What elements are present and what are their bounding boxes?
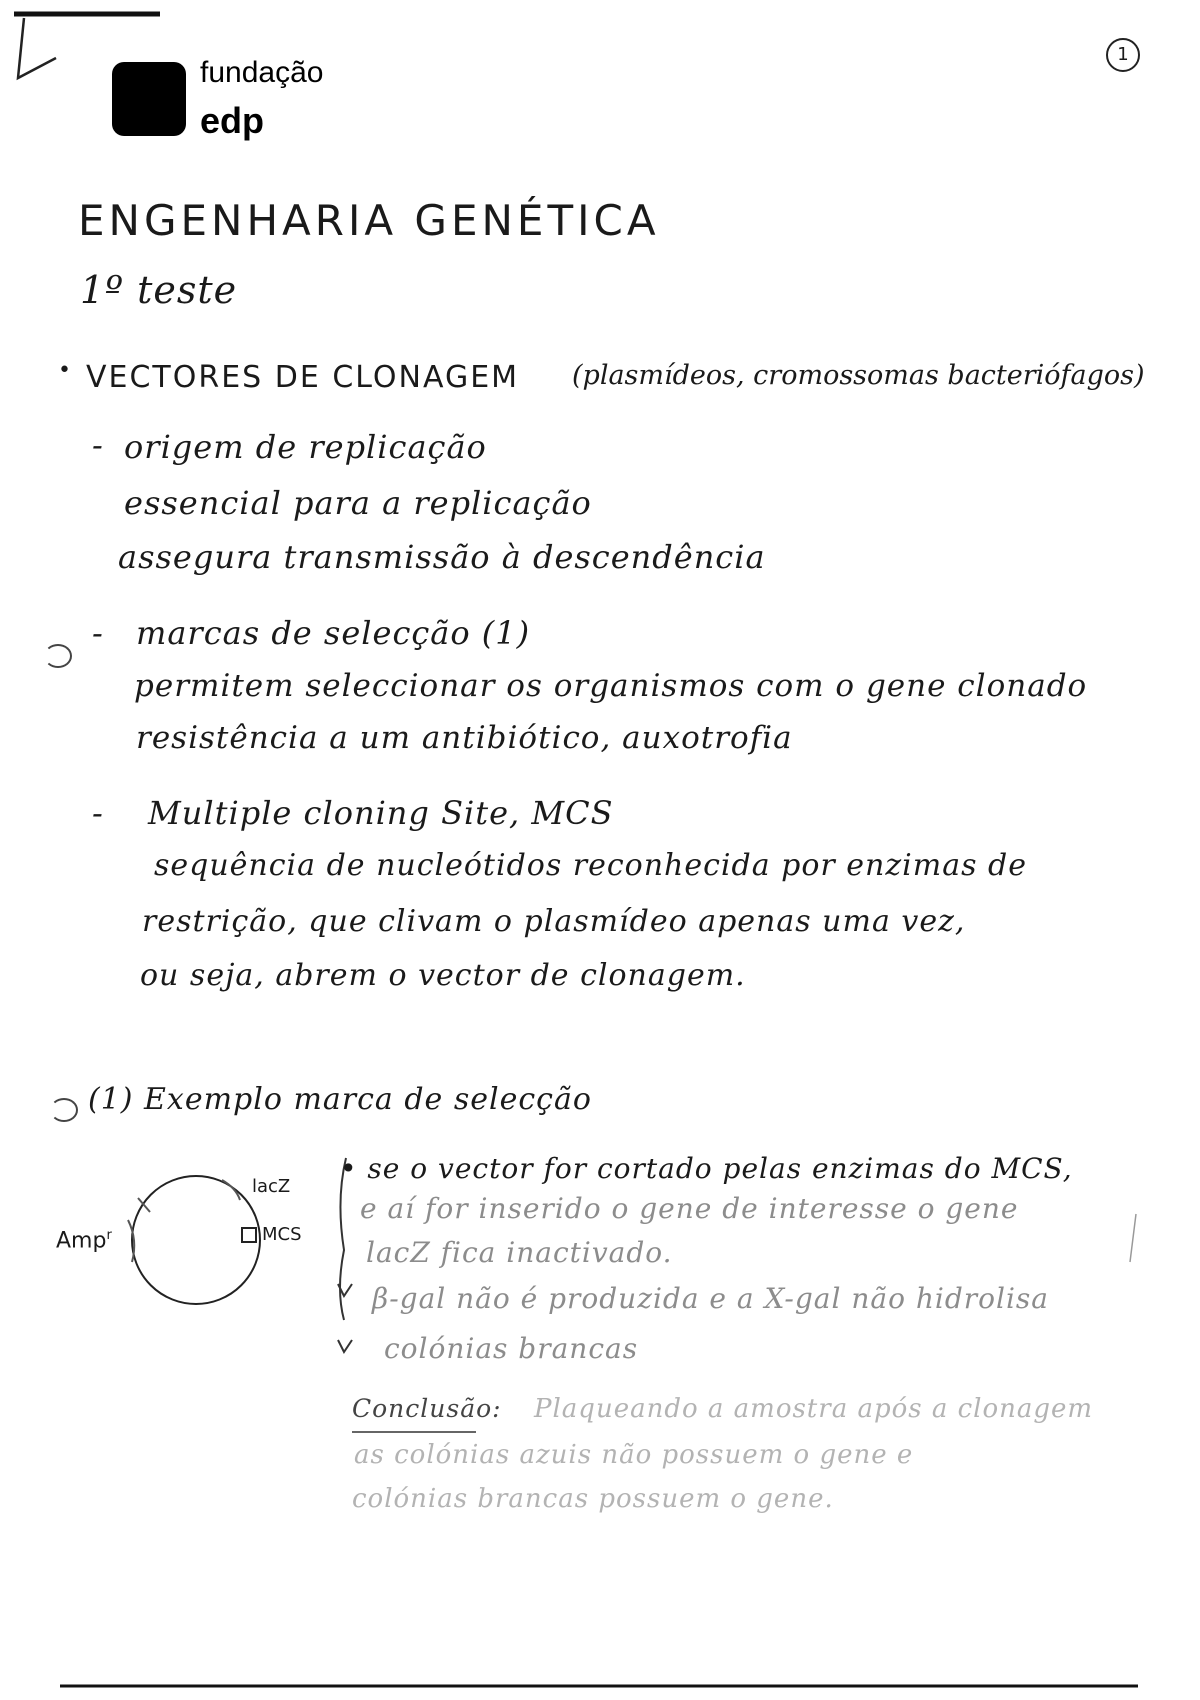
- example-heading: (1) Exemplo marca de selecção: [88, 1082, 592, 1117]
- note-line: colónias brancas: [384, 1332, 639, 1365]
- plasmid-label-lacz: lacZ: [252, 1176, 291, 1197]
- item-origem-line: assegura transmissão à descendência: [118, 538, 766, 576]
- logo-line1: fundação: [200, 56, 324, 89]
- page-number: 1: [1106, 38, 1140, 72]
- dash-marker: -: [92, 794, 104, 832]
- section-heading: VECTORES DE CLONAGEM: [86, 360, 520, 395]
- note-line: lacZ fica inactivado.: [366, 1236, 673, 1269]
- item-origem-line: essencial para a replicação: [124, 484, 592, 522]
- conclusion-line: colónias brancas possuem o gene.: [352, 1484, 834, 1514]
- item-mcs-label: Multiple cloning Site, MCS: [148, 794, 614, 832]
- item-marcas-line: resistência a um antibiótico, auxotrofia: [136, 720, 793, 756]
- page-subtitle: 1º teste: [80, 268, 238, 312]
- page-title: ENGENHARIA GENÉTICA: [78, 196, 660, 245]
- plasmid-label-mcs: MCS: [262, 1224, 302, 1245]
- section-heading-paren: (plasmídeos, cromossomas bacteriófagos): [572, 360, 1145, 391]
- item-origem-label: origem de replicação: [124, 428, 487, 466]
- dash-marker: -: [92, 426, 104, 464]
- logo-line2: edp: [200, 100, 265, 141]
- plasmid-label-amp: [56, 1228, 112, 1253]
- item-mcs-line: sequência de nucleótidos reconhecida por enzimas de: [154, 848, 1027, 883]
- conclusion-label: Conclusão:: [352, 1394, 502, 1423]
- conclusion-line: Plaqueando a amostra após a clonagem: [534, 1394, 1094, 1424]
- note-line: • se o vector for cortado pelas enzimas do MCS,: [340, 1152, 1073, 1185]
- conclusion-line: as colónias azuis não possuem o gene e: [354, 1440, 914, 1470]
- dash-marker: -: [92, 614, 104, 652]
- note-line: e aí for inserido o gene de interesse o gene: [360, 1192, 1019, 1225]
- item-mcs-line: ou seja, abrem o vector de clonagem.: [140, 958, 746, 993]
- amp-superscript: r: [106, 1228, 112, 1243]
- amp-text: Amp: [56, 1228, 107, 1254]
- note-line: β-gal não é produzida e a X-gal não hidrolisa: [372, 1282, 1049, 1315]
- item-marcas-label: marcas de selecção (1): [136, 614, 531, 652]
- item-mcs-line: restrição, que clivam o plasmídeo apenas uma vez,: [142, 904, 966, 939]
- bullet-dot-icon: •: [58, 358, 71, 383]
- item-marcas-line: permitem seleccionar os organismos com o gene clonado: [134, 668, 1088, 704]
